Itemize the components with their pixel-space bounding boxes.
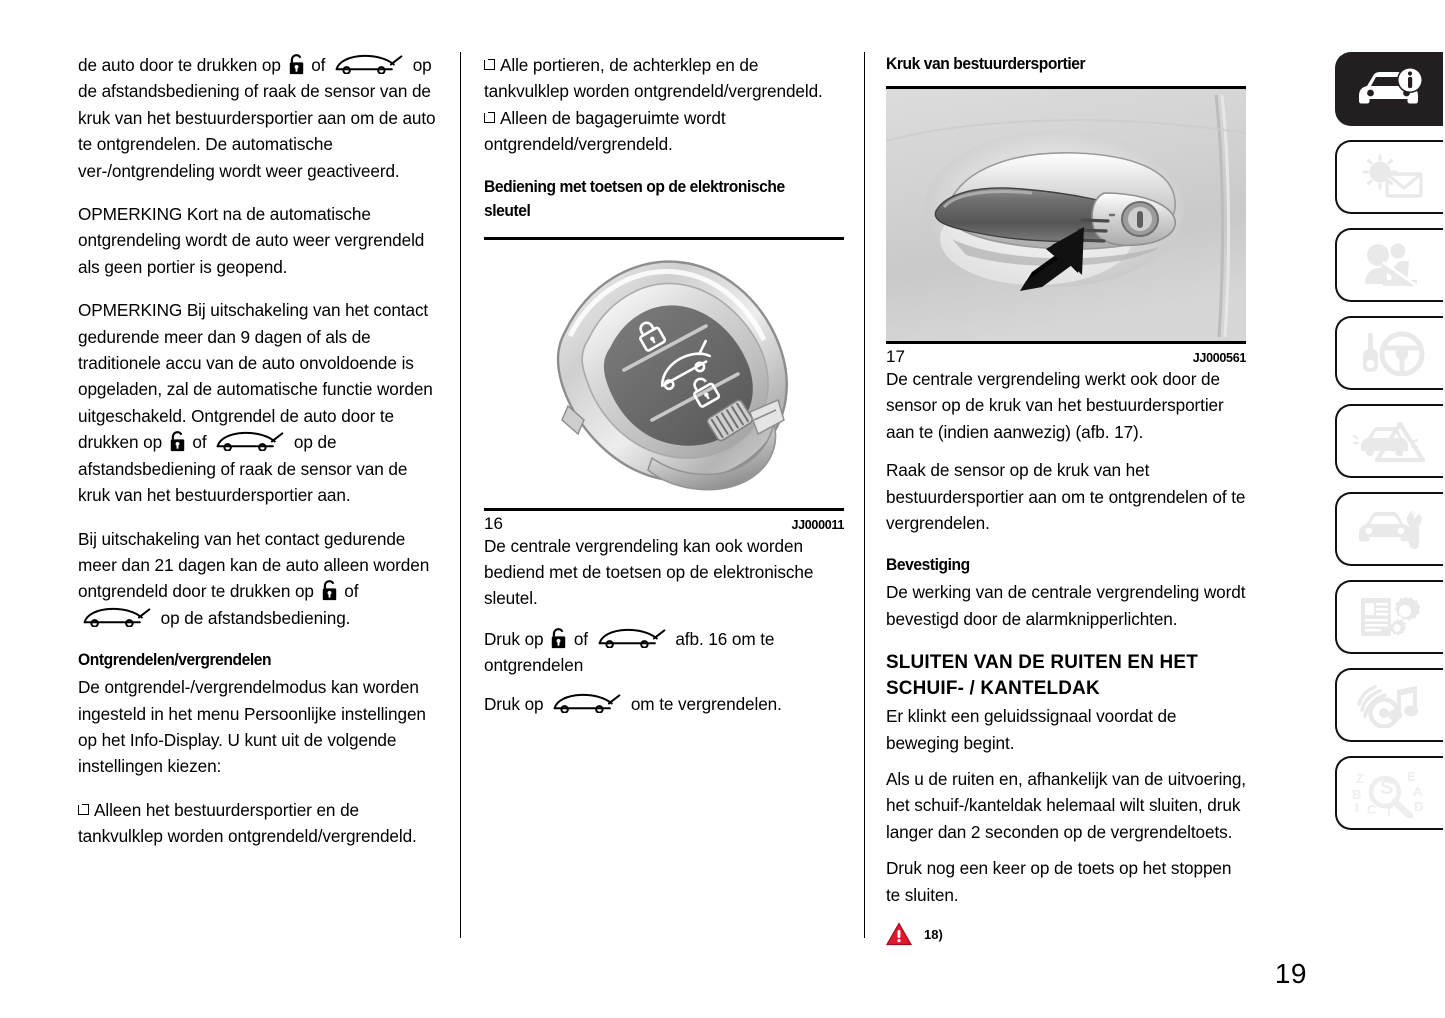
page-number: 19 xyxy=(1274,958,1307,989)
square-bullet-icon xyxy=(484,59,495,70)
tab-onderhoud-verzorging[interactable] xyxy=(1335,492,1443,566)
svg-text:T: T xyxy=(1385,804,1393,818)
subheading-ontgrendelen-vergrendelen: Ontgrendelen/vergrendelen xyxy=(78,650,272,670)
car-side-icon xyxy=(333,54,405,74)
paragraph-raak-sensor: Raak de sensor op de kruk van het bestuurdersportier aan om te ontgrendelen of te vergrendelen. xyxy=(886,460,1246,534)
figure-code: JJ000561 xyxy=(1192,351,1246,365)
column-divider-2 xyxy=(864,52,865,938)
column-2 xyxy=(484,52,844,942)
paragraph-centrale-vergrendeling: De centrale vergrendeling kan ook worden bediend met de toetsen op de elektronische sleutel. xyxy=(484,535,814,609)
paragraph-stoppen-sluiten: Druk nog een keer op de toets op het stoppen te sluiten. xyxy=(886,858,1232,905)
column-1 xyxy=(78,52,438,942)
list-item-bagageruimte xyxy=(484,105,844,158)
car-side-icon xyxy=(551,693,623,713)
column-3 xyxy=(886,52,1246,942)
list-item-bestuurdersportier xyxy=(78,797,438,850)
paragraph-opmerking-kort: OPMERKING Kort na de automatische ontgrendeling wordt de auto weer vergrendeld als geen portier is geopend. xyxy=(78,204,425,277)
page-columns xyxy=(78,52,1268,942)
square-bullet-icon xyxy=(484,112,495,123)
tab-multimedia[interactable] xyxy=(1335,668,1443,742)
tab-auto-leren-kennen[interactable] xyxy=(1335,52,1443,126)
list-item-label: Alle portieren, de achterklep en de tankvulklep worden ontgrendeld/vergrendeld. xyxy=(484,55,823,102)
paragraph-auto-ontgrendelen: de auto door te drukken op of op de afstandsbediening of raak de sensor van de kruk van het bestuurdersportier aan om de auto te ontgrendelen. De automatische ver-/ontgrendeling wordt weer geactiveerd. xyxy=(78,55,436,181)
paragraph-ontgrendelmodus: De ontgrendel-/vergrendelmodus kan worden ingesteld in het menu Persoonlijke instellingen op het Info-Display. U kunt uit de volgende instellingen kiezen: xyxy=(78,677,426,777)
car-wrench-icon xyxy=(1353,506,1427,552)
list-item-label: Alleen de bagageruimte wordt ontgrendeld/vergrendeld. xyxy=(484,107,726,155)
car-side-icon xyxy=(81,607,153,627)
instruction-vergrendelen: Druk op om te vergrendelen. xyxy=(484,693,782,714)
instruction-ontgrendelen: Druk op of afb. 16 om te ontgrendelen xyxy=(484,628,775,676)
tab-alfabetisch-register[interactable] xyxy=(1335,756,1443,830)
svg-text:S: S xyxy=(1380,777,1394,799)
section-heading-sluiten-ruiten: SLUITEN VAN DE RUITEN EN HET SCHUIF- / KANTELDAK xyxy=(886,651,1198,700)
tab-noodgevallen[interactable] xyxy=(1335,404,1443,478)
tab-dashboard-bediening[interactable] xyxy=(1335,140,1443,214)
paragraph-sensor-kruk: De centrale vergrendeling werkt ook door de sensor op de kruk van het bestuurdersportier aan te (indien aanwezig) (afb. 17). xyxy=(886,369,1224,442)
figure-16 xyxy=(484,237,844,533)
sun-envelope-icon xyxy=(1353,154,1427,200)
keyfob-svg xyxy=(484,240,844,508)
audio-waves-note-icon xyxy=(1353,682,1427,728)
paragraph-geluidssignaal: Er klinkt een geluidssignaal voordat de beweging begint. xyxy=(886,706,1177,753)
figure-17-caption xyxy=(886,344,1246,366)
subheading-kruk-bestuurdersportier: Kruk van bestuurdersportier xyxy=(886,54,1086,73)
paragraph-alarmknipperlichten: De werking van de centrale vergrendeling wordt bevestigd door de alarmknipperlichten. xyxy=(886,582,1246,629)
unlock-padlock-icon xyxy=(169,431,186,452)
subheading-bediening-toetsen: Bediening met toetsen op de elektronische sleutel xyxy=(484,176,785,220)
svg-text:I: I xyxy=(1355,800,1359,815)
unlock-padlock-icon xyxy=(288,54,305,75)
unlock-padlock-icon xyxy=(550,628,567,649)
keyfob-illustration xyxy=(484,240,844,508)
seatbelt-airbag-icon xyxy=(1353,242,1427,288)
paragraph-opmerking-uitschakeling: OPMERKING Bij uitschakeling van het contact gedurende meer dan 9 dagen of als de traditionele accu van de auto onvoldoende is opgeladen, zal de automatische functie worden uitgeschakeld. Ontgrendel de auto door te drukken op of op de afstandsbediening of raak de sensor van de kruk van het bestuurdersportier aan. xyxy=(78,300,433,506)
tab-veiligheid[interactable] xyxy=(1335,228,1443,302)
svg-text:B: B xyxy=(1352,787,1362,802)
svg-text:D: D xyxy=(1414,799,1424,814)
unlock-padlock-icon xyxy=(321,580,338,601)
list-item-alle-portieren xyxy=(484,52,844,105)
warning-reference-number: 18) xyxy=(924,926,943,942)
paragraph-21-dagen: Bij uitschakeling van het contact gedurende meer dan 21 dagen kan de auto alleen worden ontgrendeld door te drukken op of op de afstandsbediening. xyxy=(78,528,430,628)
subheading-bevestiging: Bevestiging xyxy=(886,555,970,575)
figure-number: 16 xyxy=(484,513,503,533)
car-warning-triangle-icon xyxy=(1353,418,1427,464)
figure-code: JJ000011 xyxy=(791,517,844,532)
magnifier-letters-icon xyxy=(1348,768,1432,818)
svg-text:C: C xyxy=(1367,802,1377,817)
tab-technische-gegevens[interactable] xyxy=(1335,580,1443,654)
svg-text:A: A xyxy=(1413,784,1423,799)
car-side-icon xyxy=(214,431,286,451)
door-handle-photo xyxy=(886,86,1246,344)
chapter-tab-rail xyxy=(1335,52,1445,844)
document-gears-icon xyxy=(1353,594,1427,640)
column-divider-1 xyxy=(460,52,461,938)
paragraph-ruiten-kanteldak: Als u de ruiten en, afhankelijk van de uitvoering, het schuif-/kanteldak helemaal wilt sluiten, druk langer dan 2 seconden op de vergrendeltoets. xyxy=(886,769,1246,842)
car-info-icon xyxy=(1353,66,1427,112)
warning-triangle-icon xyxy=(886,922,912,946)
svg-text:E: E xyxy=(1407,769,1416,784)
car-side-icon xyxy=(596,628,668,648)
warning-reference-row xyxy=(886,922,1246,946)
key-steering-wheel-icon xyxy=(1353,330,1427,376)
svg-text:Z: Z xyxy=(1356,771,1364,786)
square-bullet-icon xyxy=(78,804,89,815)
figure-number: 17 xyxy=(886,347,905,366)
door-handle-svg xyxy=(886,89,1246,341)
figure-17 xyxy=(886,86,1246,366)
figure-16-caption xyxy=(484,511,844,533)
list-item-label: Alleen het bestuurdersportier en de tankvulklep worden ontgrendeld/vergrendeld. xyxy=(78,799,417,847)
tab-starten-rijden[interactable] xyxy=(1335,316,1443,390)
